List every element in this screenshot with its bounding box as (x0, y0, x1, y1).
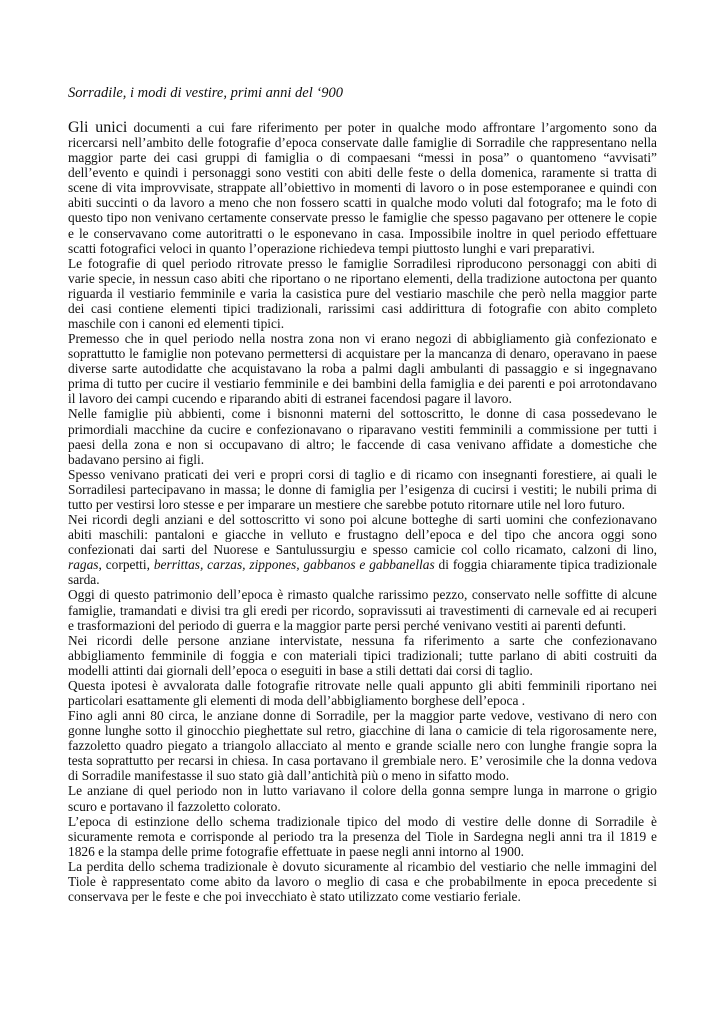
text-line: conservava per le feste e che poi invecchiato è stato utilizzato come vestiario feriale. (68, 888, 521, 904)
text-line: maschile con i canoni ed elementi tipici. (68, 316, 285, 332)
text-line: il lavoro dei campi cucendo e riparando abiti di estranei facendosi pagare il lavoro. (68, 391, 512, 407)
text-line: 1826 e la stampa delle prime fotografie effettuate in paese negli anni intorno al 1900. (68, 843, 524, 859)
paragraph (68, 256, 657, 331)
text-line: questo tipo non venivano certamente conservate presso le famiglie che spesso pagavano per ottenere le copie (68, 210, 657, 226)
text-line: Nelle famiglie più abbienti, come i bisnonni materni del sottoscritto, le donne di casa possedevano le (68, 406, 657, 422)
paragraph (68, 467, 657, 512)
text-line: prima di tutto per cucire il vestiario femminile e dei bambini della famiglia e dei parenti e poi arrotondavano (68, 376, 657, 392)
italic-term: ragas (68, 557, 99, 573)
text-line: modelli attinti dai giornali dell’epoca o eseguiti in base a stili dettati dai corsi di taglio. (68, 662, 533, 678)
text-line: dei casi contiene elementi tipici tradizionali, rarissimi casi addirittura di fotografie con abito completo (68, 300, 657, 316)
text-line: scatti fotografici veloci in quanto l’operazione richiedeva tempi piuttosto lunghi e vari preparativi. (68, 240, 595, 256)
text-line: Nei ricordi degli anziani e del sottoscritto vi sono poi alcune botteghe di sarti uomini che confezionavano (68, 512, 657, 528)
text-line: Le fotografie di quel periodo ritrovate presso le famiglie Sorradilesi riproducono personaggi con abiti di (68, 255, 657, 271)
paragraph (68, 783, 657, 813)
text-line: testa soprattutto per recarsi in chiesa. In casa portavano il grembiale nero. E’ verosimile che la donna vedova (68, 753, 657, 769)
text-line: La perdita dello schema tradizionale è dovuto sicuramente al ricambio del vestiario che nelle immagini del (68, 858, 657, 874)
paragraph (68, 859, 657, 904)
text-line: particolari esattamente gli elementi di moda dell’abbigliamento borghese dell’epoca . (68, 692, 526, 708)
text-line: fazzoletto quadro piegato a triangolo allacciato al mento e grande scialle nero con lunghe frangie sopra la (68, 738, 657, 754)
text-line: Le anziane di quel periodo non in lutto variavano il colore della gonna sempre lunga in marrone o grigio (68, 783, 657, 799)
text-line: Spesso venivano praticati dei veri e propri corsi di taglio e di ricamo con insegnanti forestiere, ai quali le (68, 466, 657, 482)
paragraph (68, 587, 657, 632)
text-line: abbigliamento femminile di foggia e con materiali tipici tradizionali; tutte parlano di abiti costruiti da (68, 647, 657, 663)
text-line: dell’evento e quindi i personaggi sono vestiti con abiti delle feste o della domenica, raramente si tratta di (68, 165, 657, 181)
text-line: Questa ipotesi è avvalorata dalle fotografie ritrovate nelle quali appunto gli abiti femminili riportano nei (68, 677, 657, 693)
text-line: L’epoca di estinzione dello schema tradizionale tipico del modo di vestire delle donne di Sorradile è (68, 813, 657, 829)
text-line: scuro e portavano il fazzoletto colorato. (68, 798, 281, 814)
text-line: ricercarsi nell’ambito delle fotografie d’epoca conservate dalle famiglie di Sorradile che rappresentano nella (68, 135, 657, 151)
italic-term: berrittas, carzas, zippones, gabbanos e gabbanellas (153, 557, 435, 573)
paragraph (68, 512, 657, 587)
text-line: scene di vita improvvisate, strappate all’obiettivo in momenti di lavoro o in pose estemporanee e quindi con (68, 180, 657, 196)
text-line: Premesso che in quel periodo nella nostra zona non vi erano negozi di abbigliamento già confezionato e (68, 331, 657, 347)
text-line: Fino agli anni 80 circa, le anziane donne di Sorradile, per la maggior parte vedove, vestivano di nero con (68, 708, 657, 724)
document-body (68, 120, 657, 904)
paragraph (68, 120, 657, 256)
text-line: sarda. (68, 572, 100, 588)
text-line: badavano persino ai figli. (68, 451, 205, 467)
text-line: di Sorradile manifestasse il suo stato già dall’antichità più o meno in sifatto modo. (68, 768, 510, 784)
document-title: Sorradile, i modi di vestire, primi anni del ‘900 (68, 85, 343, 101)
text-line: Nei ricordi delle persone anziane intervistate, nessuna fa riferimento a sarte che confezionavano (68, 632, 657, 648)
text-line: sicuramente remota e corrisponde al periodo tra la presenza del Tiole in Sardegna negli anni tra il 1819 e (68, 828, 657, 844)
paragraph (68, 814, 657, 859)
text-line: paesi della zona e non si occupavano di altro; le faccende di casa venivano affidate a domestiche che (68, 436, 657, 452)
text-line: famiglie, tramandati e divisi tra gli eredi per ricordo, sopravissuti ai travestimenti di carnevale ed ai recuperi (68, 602, 657, 618)
text-line: confezionati dai sarti del Nuorese e Santulussurgiu e spesso camicie col collo ricamato, calzoni di lino, (68, 542, 657, 558)
text-line: diverse sarte autodidatte che acquistavano la roba a palmi dagli ambulanti di passaggio e si ingegnavano (68, 361, 657, 377)
text-line: ragas, corpetti, berrittas, carzas, zippones, gabbanos e gabbanellas di foggia chiaramente tipica tradizionale (68, 557, 657, 573)
text-line: riguarda il vestiario femminile e varia la casistica pure del vestiario maschile che però nella maggior parte (68, 285, 657, 301)
paragraph (68, 708, 657, 783)
paragraph (68, 678, 657, 708)
text-line: Gli unici documenti a cui fare riferimento per poter in qualche modo affrontare l’argomento sono da (68, 119, 657, 136)
text-line: Tiole è rappresentato come abito da lavoro o meglio di casa e che probabilmente in epoca precedente si (68, 873, 657, 889)
lead-words: Gli unici (68, 119, 128, 136)
text-line: abiti maschili: pantaloni e giacche in velluto e frustagno dell’epoca e del tipo che ancora oggi sono (68, 527, 657, 543)
text-line: e le conservavano come autoritratti o le esponevano in casa. Impossibile inoltre in quel periodo effettuare (68, 225, 657, 241)
text-line: tutto per vestirsi loro stesse e per imparare un mestiere che sarebbe potuto ritornare utile nel loro futuro. (68, 496, 626, 512)
paragraph (68, 633, 657, 678)
text-line: abiti succinti o da lavoro a meno che non fossero scatti in qualche modo voluti dal fotografo; ma le foto di (68, 195, 657, 211)
text-line: primordiali macchine da cucire e confezionavano o riparavano vestiti femminili a commissione per tutti i (68, 421, 657, 437)
text-line: Sorradilesi partecipavano in massa; le donne di famiglia per l’esigenza di cucirsi i vestiti; le nubili prima di (68, 481, 657, 497)
text-line: gonne lunghe sotto il ginocchio pieghettate sul retro, giacchine di lana o camicie di tela rigorosamente nere, (68, 723, 657, 739)
paragraph (68, 406, 657, 466)
text-line: Oggi di questo patrimonio dell’epoca è rimasto qualche rarissimo pezzo, conservato nelle soffitte di alcune (68, 587, 657, 603)
text-line: varie specie, in nessun caso abiti che riportano o ne riportano elementi, della tradizione autoctona per quanto (68, 270, 657, 286)
paragraph (68, 331, 657, 406)
text-line: soprattutto le famiglie non potevano permettersi di acquistare per la mancanza di denaro, operavano in paese (68, 346, 657, 362)
text-line: maggior parte dei casi gruppi di famiglia o di compaesani “messi in posa” o quantomeno “avvisati” (68, 150, 657, 166)
text-line: e trasformazioni del periodo di guerra e la maggior parte persi perché venivano vestiti ai parenti defunti. (68, 617, 627, 633)
